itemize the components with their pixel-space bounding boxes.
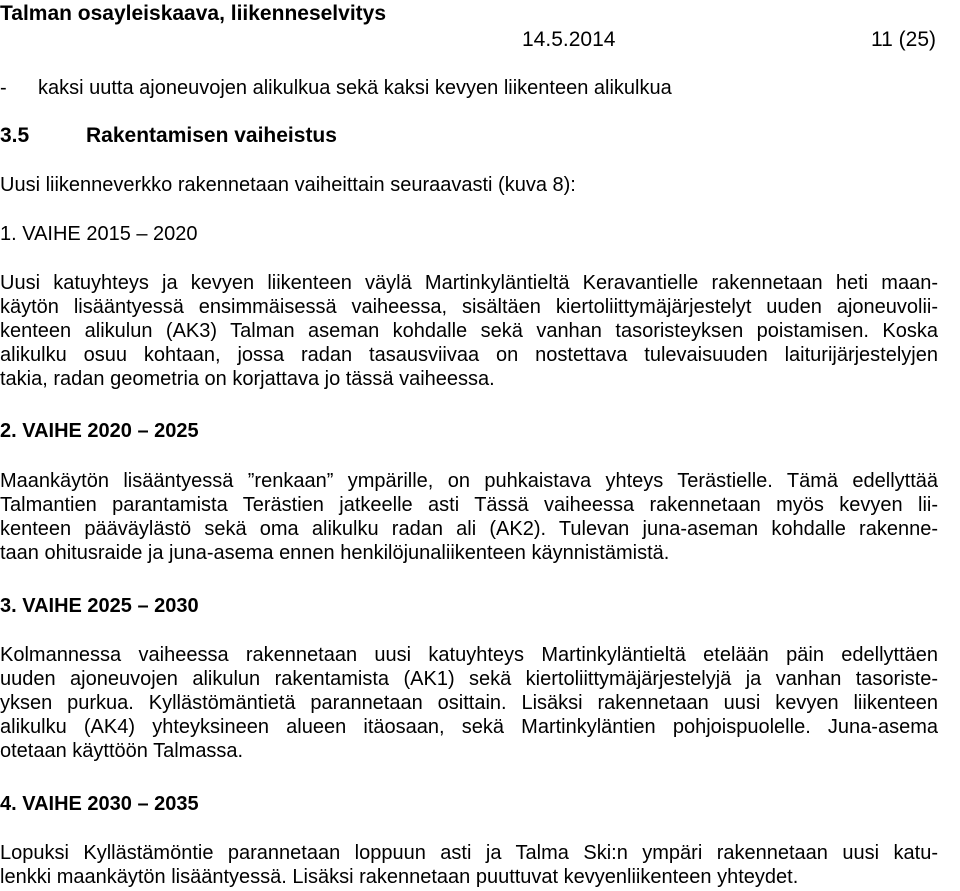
phase-2-heading: 2. VAIHE 2020 – 2025	[0, 420, 199, 442]
bullet-dash: -	[0, 77, 7, 99]
phase-3-line-3: yksen purkua. Kyllästömäntietä parannetaan osittain. Lisäksi rakennetaan uusi kevyen liikenteen	[0, 692, 938, 714]
phase-1-line-5: takia, radan geometria on korjattava jo tässä vaiheessa.	[0, 368, 495, 390]
section-intro: Uusi liikenneverkko rakennetaan vaiheittain seuraavasti (kuva 8):	[0, 174, 576, 196]
phase-2-line-4: taan ohitusraide ja juna-asema ennen henkilöjunaliikenteen käynnistämistä.	[0, 542, 670, 564]
phase-2-line-2: Talmantien parantamista Terästien jatkeelle asti Tässä vaiheessa rakennetaan myös kevyen lii-	[0, 494, 938, 516]
document-title: Talman osayleiskaava, liikenneselvitys	[0, 2, 387, 25]
phase-4-line-1: Lopuksi Kyllästämöntie parannetaan loppuun asti ja Talma Ski:n ympäri rakennetaan uusi katu-	[0, 842, 938, 864]
phase-2-line-3: kenteen pääväylästö sekä oma alikulku radan ali (AK2). Tulevan juna-aseman kohdalle rakenne-	[0, 518, 938, 540]
phase-1-line-2: käytön lisääntyessä ensimmäisessä vaiheessa, sisältäen kiertoliittymäjärjestelyt uuden ajoneuvolii-	[0, 296, 938, 318]
phase-3-line-1: Kolmannessa vaiheessa rakennetaan uusi katuyhteys Martinkyläntieltä etelään päin edellyttäen	[0, 644, 938, 666]
bullet-item: kaksi uutta ajoneuvojen alikulkua sekä kaksi kevyen liikenteen alikulkua	[38, 77, 672, 99]
phase-3-line-5: otetaan käyttöön Talmassa.	[0, 740, 244, 762]
document-date: 14.5.2014	[522, 28, 616, 51]
phase-1-line-4: alikulku osuu kohtaan, jossa radan tasausviivaa on nostettava tulevaisuuden laiturijärjestelyjen	[0, 344, 938, 366]
phase-3-line-2: uuden ajoneuvojen alikulun rakentamista (AK1) sekä kiertoliittymäjärjestelyjä ja vanhan tasoriste-	[0, 668, 938, 690]
page-number: 11 (25)	[871, 28, 936, 51]
phase-3-heading: 3. VAIHE 2025 – 2030	[0, 595, 199, 617]
phase-4-line-2: lenkki maankäytön lisääntyessä. Lisäksi rakennetaan puuttuvat kevyenliikenteen yhteydet.	[0, 866, 799, 888]
phase-2-line-1: Maankäytön lisääntyessä ”renkaan” ympärille, on puhkaistava yhteys Terästielle. Tämä edellyttää	[0, 470, 938, 492]
phase-3-line-4: alikulku (AK4) yhteyksineen alueen itäosaan, sekä Martinkyläntien pohjoispuolelle. Juna-asema	[0, 716, 938, 738]
phase-4-heading: 4. VAIHE 2030 – 2035	[0, 793, 199, 815]
section-number: 3.5	[0, 124, 30, 147]
phase-1-heading: 1. VAIHE 2015 – 2020	[0, 223, 198, 245]
section-title: Rakentamisen vaiheistus	[86, 124, 337, 147]
phase-1-line-1: Uusi katuyhteys ja kevyen liikenteen väylä Martinkyläntieltä Keravantielle rakennetaan heti maan-	[0, 272, 938, 294]
phase-1-line-3: kenteen alikulun (AK3) Talman aseman kohdalle sekä vanhan tasoristeyksen poistamisen. Koska	[0, 320, 938, 342]
